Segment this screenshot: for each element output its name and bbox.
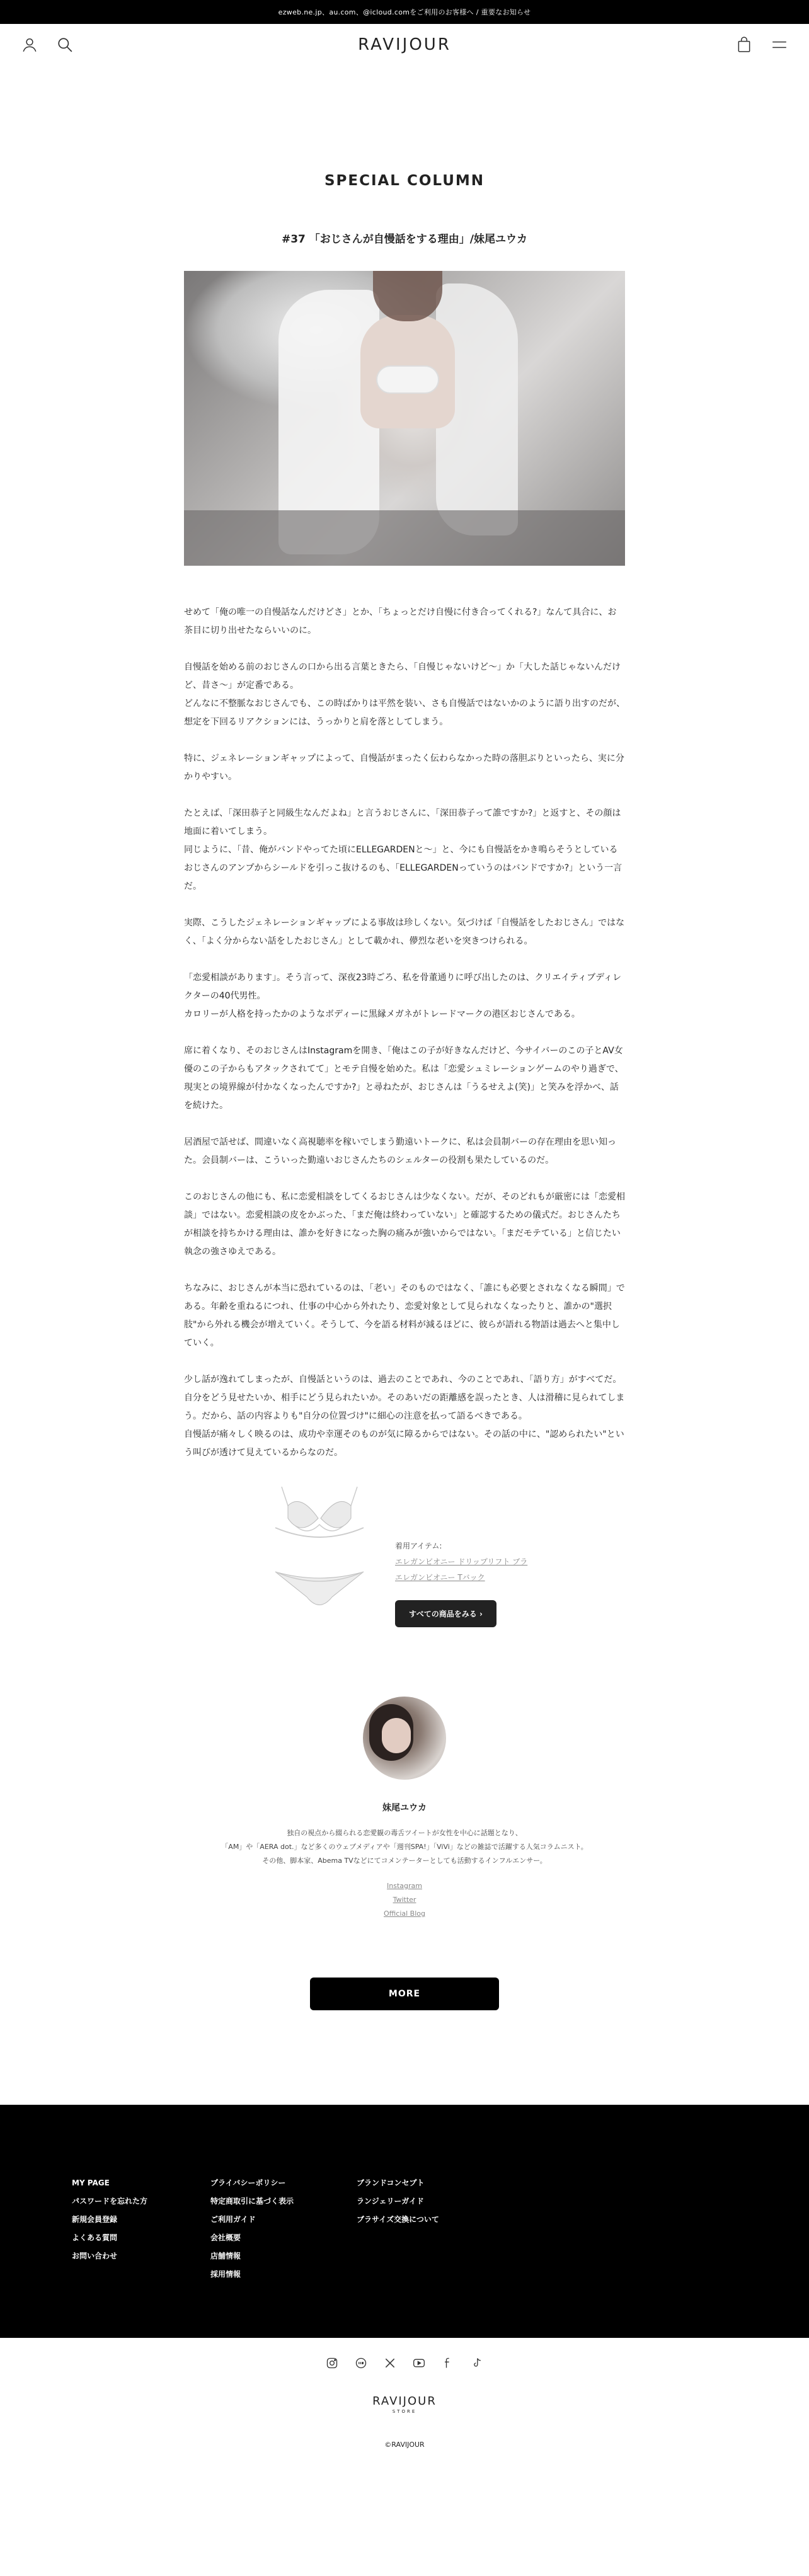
hero-image [184,271,625,566]
footer-link-faq[interactable]: よくある質問 [72,2233,118,2242]
article-main [184,173,625,2010]
panty-product-image[interactable] [269,1562,370,1619]
article-paragraph: ちなみに、おじさんが本当に恐れているのは、「老い」そのものではなく、「誰にも必要とされなくなる瞬間」である。年齢を重ねるにつれ、仕事の中心から外れたり、恋愛対象として見られなくなったりと、誰かの"選択肢"から外れる機会が増えていく。そうして、今を語る材料が減るほどに、彼らが語れる物語は過去へと集中していく。 [184,1283,625,1348]
hero-shape [184,510,625,566]
article-paragraph: 居酒屋で話せば、間違いなく高視聴率を稼いでしまう勤遠いトークに、私は会員制バーの存在理由を思い知った。会員制バーは、こういった勤遠いおじさんたちのシェルターの役割も果たしているのだ。 [184,1137,616,1165]
author-profile [184,1697,625,1921]
store-logo[interactable]: RAVIJOUR [372,2395,437,2408]
worn-items [184,1480,625,1627]
article-paragraph: 特に、ジェネレーションギャップによって、自慢話がまったく伝わらなかった時の落胆ぶりといったら、実に分かりやすい。 [184,753,624,782]
section-title: SPECIAL COLUMN [324,173,485,189]
article-paragraph: せめて「俺の唯一の自慢話なんだけどさ」とか、「ちょっとだけ自慢に付き合ってくれる?」なんて具合に、お茶目に切り出せたならいいのに。 [184,607,617,636]
footer-link-register[interactable]: 新規会員登録 [72,2215,118,2224]
footer-link-contact[interactable]: お問い合わせ [72,2252,118,2260]
announcement-bar[interactable] [0,0,809,24]
footer-link-forgot-password[interactable]: パスワードを忘れた方 [72,2197,148,2206]
site-header [0,24,809,66]
view-all-products-button[interactable]: すべての商品をみる › [395,1600,496,1627]
author-bio-line: その他、脚本家、Abema TVなどにてコメンテーターとしても活動するインフルエンサー。 [262,1857,547,1865]
article-body [184,604,625,1462]
footer-link-recruit[interactable]: 採用情報 [210,2270,241,2279]
footer-link-mypage[interactable]: MY PAGE [72,2178,110,2187]
facebook-icon[interactable] [442,2357,454,2372]
footer-link-privacy[interactable]: プライバシーポリシー [210,2178,286,2187]
avatar [363,1697,446,1780]
avatar-shape [382,1718,411,1753]
author-bio [184,1826,625,1868]
cart-icon[interactable] [735,35,754,54]
author-link-instagram[interactable]: Instagram [387,1882,422,1890]
item-link-bra[interactable]: エレガンビオニー ドリップリフト ブラ [395,1557,528,1566]
youtube-icon[interactable] [413,2357,425,2372]
article-paragraph: 席に着くなり、そのおじさんはInstagramを開き、「俺はこの子が好きなんだけど、今サイバーのこの子とAV女優のこの子からもアタックされてて」とモテ自慢を始めた。私は「恋愛シュミレーションゲームのやり過ぎで、現実との境界線が付かなくなったんですか?」と尋ねたが、おじさんは「うるせえよ(笑)」と笑みを浮かべ、話を続けた。 [184,1046,624,1111]
tiktok-icon[interactable] [471,2357,483,2372]
footer-link-guide[interactable]: ご利用ガイド [210,2215,256,2224]
author-name: 妹尾ユウカ [382,1803,427,1813]
footer-link-company[interactable]: 会社概要 [210,2233,241,2242]
footer-link-lingerie-guide[interactable]: ランジェリーガイド [357,2197,424,2206]
item-link-panty[interactable]: エレガンビオニー Tバック [395,1573,485,1582]
store-logo-sub: STORE [392,2409,417,2414]
site-logo[interactable]: RAVIJOUR [358,35,451,54]
more-button[interactable]: MORE [310,1978,499,2010]
author-bio-line: 独自の視点から綴られる恋愛観の毒舌ツイートが女性を中心に話題となり、 [287,1829,522,1837]
hero-shape [373,271,442,321]
author-link-blog[interactable]: Official Blog [383,1909,425,1918]
footer-link-concept[interactable]: ブランドコンセプト [357,2178,425,2187]
social-links [0,2357,809,2372]
bra-product-image[interactable] [269,1480,370,1556]
article-paragraph: 「恋愛相談があります」。そう言って、深夜23時ごろ、私を骨董通りに呼び出したのは、クリエイティブディレクターの40代男性。 カロリーが人格を持ったかのようなボディーに黒縁メガネがトレードマークの港区おじさんである。 [184,973,622,1019]
author-link-twitter[interactable]: Twitter [393,1896,416,1904]
announcement-text[interactable]: ezweb.ne.jp、au.com、@icloud.comをご利用のお客様へ / 重要なお知らせ [278,8,531,16]
line-icon[interactable] [355,2357,367,2372]
article-paragraph: たとえば、「深田恭子と同級生なんだよね」と言うおじさんに、「深田恭子って誰ですか?」と返すと、その顔は地面に着いてしまう。 同じように、「昔、俺がバンドやってた頃にELLEGARDENと〜」と、今にも自慢話をかき鳴らそうとしているおじさんのアンプからシールドを引っこ抜けるのも、「ELLEGARDENっていうのはバンドですか?」という一言だ。 [184,808,623,891]
instagram-icon[interactable] [326,2357,338,2372]
site-footer [0,2105,809,2338]
menu-icon[interactable] [770,35,789,54]
article-title: #37 「おじさんが自慢話をする理由」/妹尾ユウカ [281,233,528,246]
bottom-bar [0,2338,809,2449]
footer-link-tokushoho[interactable]: 特定商取引に基づく表示 [210,2197,294,2206]
footer-link-size-exchange[interactable]: ブラサイズ交換について [357,2215,439,2224]
footer-link-stores[interactable]: 店舗情報 [210,2252,241,2260]
article-paragraph: 実際、こうしたジェネレーションギャップによる事故は珍しくない。気づけば「自慢話をしたおじさん」ではなく、「よく分からない話をしたおじさん」として載かれ、儚烈な老いを突きつけられる。 [184,918,625,946]
x-icon[interactable] [384,2357,396,2372]
article-paragraph: 少し話が逸れてしまったが、自慢話というのは、過去のことであれ、今のことであれ、「語り方」がすべてだ。自分をどう見せたいか、相手にどう見られたいか。そのあいだの距離感を誤ったとき、人は滑稽に見られてしまう。だから、話の内容よりも"自分の位置づけ"に細心の注意を払って語るべきである。 自慢話が痛々しく映るのは、成功や幸運そのものが気に障るからではない。その話の中に、"認められたい"という叫びが透けて見えているからなのだ。 [184,1375,625,1458]
author-bio-line: 「AM」や「AERA dot.」など多くのウェブメディアや「週刊SPA!」「ViVi」などの雑誌で活躍する人気コラムニスト。 [221,1843,588,1851]
article-paragraph: 自慢話を始める前のおじさんの口から出る言葉ときたら、「自慢じゃないけど〜」か「大した話じゃないんだけど、昔さ〜」が定番である。 どんなに不整脈なおじさんでも、この時ばかりは平然を装い、さも自慢話ではないかのように語り出すのだが、想定を下回るリアクションには、うっかりと肩を落としてしまう。 [184,662,625,727]
copyright: ©RAVIJOUR [384,2441,425,2449]
account-icon[interactable] [20,35,39,54]
items-label: 着用アイテム: [395,1542,442,1550]
hero-shape [376,365,439,394]
article-paragraph: このおじさんの他にも、私に恋愛相談をしてくるおじさんは少なくない。だが、そのどれもが厳密には「恋愛相談」ではない。恋愛相談の皮をかぶった、「まだ俺は終わっていない」と確認するための儀式だ。おじさんたちが相談を持ちかける理由は、誰かを好きになった胸の痛みが強いからではない。「まだモテている」と信じたい執念の強さゆえである。 [184,1192,625,1257]
search-icon[interactable] [55,35,74,54]
